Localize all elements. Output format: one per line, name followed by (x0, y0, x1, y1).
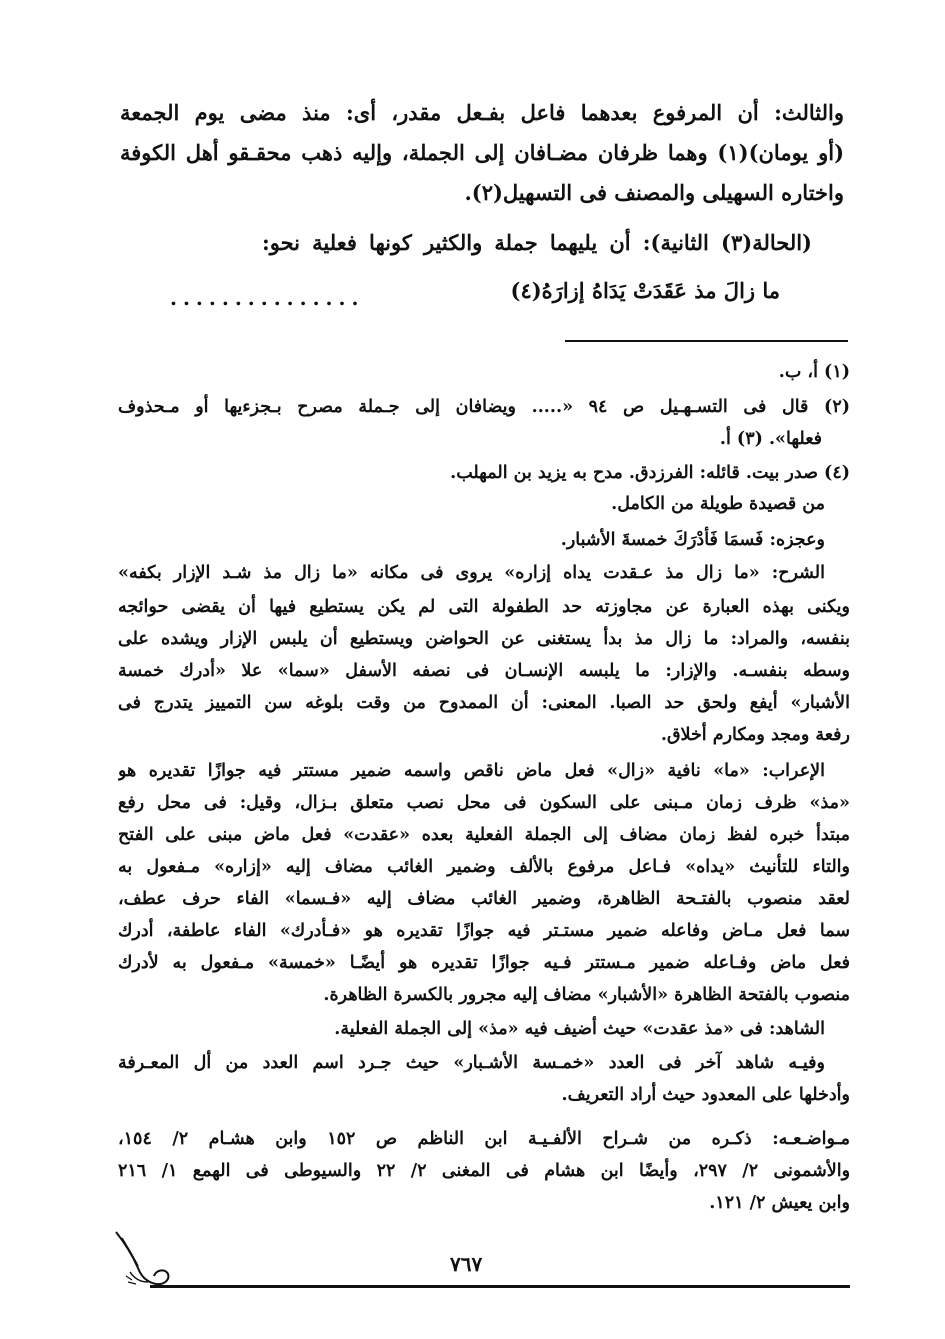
footnote-4-shahid: الشاهد: فى «مذ عقدت» حيث أضيف فيه «مذ» إلى الجملة الفعلية. (334, 1019, 825, 1039)
main-text-line-4: (الحالة(٣) الثانية): أن يليهما جملة والكثير كونها فعلية نحو: (262, 230, 812, 255)
page-number: ٧٦٧ (450, 1252, 483, 1276)
main-text-line-1: والثالث: أن المرفوع بعدهما فاعل بفـعل مقدر، أى: منذ مضى يوم الجمعة (120, 100, 844, 125)
footnote-4-irab-8: منصوب بالفتحة الظاهرة «الأشبار» مضاف إليه مجرور بالكسرة الظاهرة. (323, 985, 850, 1005)
main-text-line-2: (أو يومان)(١) وهما ظرفان مضـافان إلى الجملة، وإليه ذهب محقـقو أهل الكوفة (120, 140, 844, 165)
footnote-separator (565, 340, 848, 342)
footnote-2-cont-3: فعلها». (٣) أ. (719, 429, 822, 449)
footnote-4-meter: من قصيدة طويلة من الكامل. (611, 494, 825, 514)
footnote-2: (٢) قال فى التسـهـيل ص ٩٤ «..... ويضافان إلى جـملة مصرح بـجزءيها أو مـحذوف (118, 397, 850, 417)
footnote-4-shahid-3: وأدخلها على المعدود حيث أراد التعريف. (561, 1085, 850, 1105)
footnote-4-sharh-6: رفعة ومجد ومكارم أخلاق. (660, 725, 850, 745)
footnote-4-irab-6: سما فعل مـاض وفاعله ضمير مستـتر فيه جوازًا تقديره هو «فـأدرك» الفاء عاطفة، أدرك (118, 921, 850, 941)
footnote-4-sharh-3: بنفسه، والمراد: ما زال مذ بدأ يستغنى عن الحواضن ويستطيع أن يلبس الإزار ويشده على (118, 629, 850, 649)
verse-continuation-dots: ............... (170, 286, 365, 310)
footnote-4-irab-2: «مذ» ظرف زمان مـبنى على السكون فى محل نصب متعلق بـزال، وقيل: فى محل رفع (118, 793, 850, 813)
footnote-4-sources-2: والأشمونى ٢/ ٢٩٧، وأيضًا ابن هشام فى المغنى ٢/ ٢٢ والسيوطى فى الهمع ١/ ٢١٦ (118, 1161, 850, 1181)
footnote-4-sharh-4: وسطه بنفسـه. والإزار: ما يلبسه الإنسـان فى نصفه الأسفل «سما» علا «أدرك خمسة (118, 661, 850, 681)
footnote-4-sharh-2: ويكنى بهذه العبارة عن مجاوزته حد الطفولة التى لم يكن يستطيع فيها أن يقضى حوائجه (118, 597, 850, 617)
footnote-4-irab-5: لعقد منصوب بالفتـحة الظاهرة، وضمير الغائب مضاف إليه «فـسما» الفاء حرف عطف، (118, 889, 850, 909)
footnote-4-sources-3: وابن يعيش ٢/ ١٢١. (709, 1193, 850, 1213)
footnote-4-irab-4: والتاء للتأنيث «يداه» فـاعل مرفوع بالألف وضمير الغائب مضاف إليه «إزاره» مـفعول به (118, 857, 850, 877)
hand-drawn-quill-icon (110, 1228, 180, 1292)
footnote-4-sharh-5: الأشبار» أيفع ولحق حد الصبا. المعنى: أن الممدوح من وقت بلوغه سن التمييز يتدرج فى (118, 693, 850, 713)
footnote-4-irab-3: مبتدأ خبره لفظ زمان مضاف إلى الجملة الفعلية بعده «عقدت» فعل ماض مبنى على الفتح (118, 825, 850, 845)
footnote-4-irab-7: فعل ماض وفـاعله ضمير مـستتر فـيه جوازًا تقديره هو أيضًـا «خمسة» مـفعول به لأدرك (118, 953, 850, 973)
main-text-line-3: واختاره السهيلى والمصنف فى التسهيل(٢). (464, 180, 844, 205)
verse-line: ما زالَ مذ عَقَدَتْ يَدَاهُ إزارَهُ(٤) (510, 278, 780, 303)
bottom-rule (150, 1285, 850, 1288)
footnote-4-sources-1: مـواضـعـه: ذكـره من شـراح الألفـيـة ابن الناظم ص ١٥٢ وابن هشـام ٢/ ١٥٤، (118, 1129, 850, 1149)
footnote-4-hemistich: وعجزه: فَسمَا فَأدْرَكَ خمسةَ الأشبار. (560, 530, 825, 550)
footnote-4-shahid-2: وفيـه شاهد آخر فى العدد «خمـسة الأشـبار» حيث جـرد اسم العدد من أل المعـرفة (118, 1053, 825, 1073)
footnote-4-irab-1: الإعراب: «ما» نافية «زال» فعل ماض ناقص واسمه ضمير مستتر فيه جوازًا تقديره هو (118, 761, 825, 781)
footnote-4-head: (٤) صدر بيت. قائله: الفرزدق. مدح به يزيد بن المهلب. (450, 463, 850, 483)
footnote-4-sharh-1: الشرح: «ما زال مذ عـقدت يداه إزاره» يروى فى مكانه «ما زال مذ شـد الإزار بكفه» (118, 563, 825, 583)
footnote-1: (١) أ، ب. (778, 362, 850, 382)
